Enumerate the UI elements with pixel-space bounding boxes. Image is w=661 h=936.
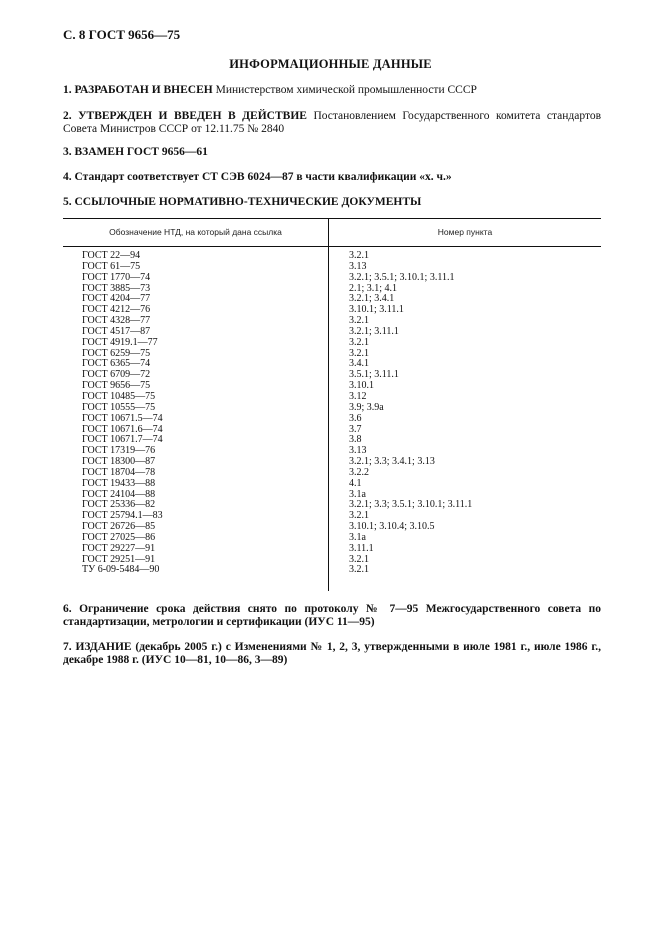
info-item-6 [63,603,601,629]
clause-numbers: 3.13 [349,445,367,457]
clause-numbers: 4.1 [349,477,362,489]
document-designation: ГОСТ 61—75 [82,260,141,272]
item-body: Министерством химической промышленности СССР [215,84,477,96]
table-header-rule [63,246,601,247]
item-lead: ССЫЛОЧНЫЕ НОРМАТИВНО-ТЕХНИЧЕСКИЕ ДОКУМЕНТЫ [74,196,422,208]
document-designation: ГОСТ 6259—75 [82,347,151,359]
clause-numbers: 2.1; 3.1; 4.1 [349,282,398,294]
item-lead: ИЗДАНИЕ [75,641,132,653]
clause-numbers: 3.6 [349,412,362,424]
document-designation: ГОСТ 17319—76 [82,445,156,457]
clause-numbers: 3.5.1; 3.11.1 [349,369,399,381]
clause-numbers: 3.2.1 [349,315,369,327]
document-designation: ГОСТ 6365—74 [82,358,151,370]
document-designation: ГОСТ 1770—74 [82,271,151,283]
clause-numbers: 3.2.1 [349,553,369,565]
info-item-4 [63,171,601,184]
table-top-rule [63,218,601,219]
item-number: 3. [63,146,72,158]
clause-numbers: 3.2.1; 3.5.1; 3.10.1; 3.11.1 [349,271,455,283]
document-designation: ГОСТ 10671.6—74 [82,423,163,435]
document-designation: ГОСТ 19433—88 [82,477,156,489]
document-designation: ГОСТ 27025—86 [82,531,156,543]
document-designation: ГОСТ 10671.5—74 [82,412,163,424]
clause-numbers: 3.7 [349,423,362,435]
table-row [63,251,601,262]
table-row [63,338,601,349]
clause-numbers: 3.9; 3.9а [349,401,384,413]
item-number: 6. [63,603,72,615]
references-table [63,218,601,591]
document-designation: ГОСТ 9656—75 [82,380,151,392]
document-designation: ГОСТ 24104—88 [82,488,156,500]
item-lead: ВЗАМЕН ГОСТ 9656—61 [74,146,208,158]
table-row [63,414,601,425]
info-item-2 [63,110,601,136]
info-item-3 [63,146,601,159]
document-designation: ГОСТ 10671.7—74 [82,434,163,446]
table-row [63,544,601,555]
item-number: 2. [63,110,72,122]
clause-numbers: 3.2.2 [349,466,369,478]
document-designation: ГОСТ 25794.1—83 [82,510,163,522]
item-body: Ограничение срока действия снято по протоколу № 7—95 Межгосударственного совета по стандартизации, метрологии и сертификации (ИУС 11—95) [63,603,602,628]
info-item-7 [63,641,601,667]
document-designation: ГОСТ 18300—87 [82,456,156,468]
item-lead: РАЗРАБОТАН И ВНЕСЕН [74,84,213,96]
clause-numbers: 3.2.1 [349,347,369,359]
clause-numbers: 3.2.1 [349,564,369,576]
clause-numbers: 3.10.1 [349,380,374,392]
clause-numbers: 3.12 [349,390,367,402]
document-designation: ГОСТ 18704—78 [82,466,156,478]
clause-numbers: 3.1а [349,531,366,543]
table-row [63,479,601,490]
item-number: 1. [63,84,72,96]
table-row [63,273,601,284]
clause-numbers: 3.2.1; 3.3; 3.4.1; 3.13 [349,456,435,468]
document-designation: ГОСТ 6709—72 [82,369,151,381]
document-designation: ГОСТ 10485—75 [82,390,156,402]
document-designation: ГОСТ 4919.1—77 [82,336,158,348]
item-body: Постановлением Государственного комитета стандартов Совета Министров СССР от 12.11.75 № 2840 [63,110,602,135]
item-lead: УТВЕРЖДЕН И ВВЕДЕН В ДЕЙСТВИЕ [78,110,307,122]
document-designation: ГОСТ 4517—87 [82,325,151,337]
document-designation: ГОСТ 29251—91 [82,553,156,565]
clause-numbers: 3.13 [349,260,367,272]
clause-numbers: 3.2.1 [349,510,369,522]
page-header: С. 8 ГОСТ 9656—75 [63,27,181,42]
table-body [63,251,601,576]
clause-numbers: 3.10.1; 3.11.1 [349,304,404,316]
item-number: 4. [63,171,72,183]
document-designation: ГОСТ 22—94 [82,250,141,261]
clause-numbers: 3.8 [349,434,362,446]
clause-numbers: 3.2.1 [349,250,369,261]
document-designation: ГОСТ 4212—76 [82,304,151,316]
document-designation: ГОСТ 4328—77 [82,315,151,327]
item-number: 5. [63,196,72,208]
clause-numbers: 3.11.1 [349,542,374,554]
item-body: (декабрь 2005 г.) с Изменениями № 1, 2, 3, утвержденными в июле 1981 г., июле 1986 г., декабре 1988 г. (ИУС 10—81, 10—86, 3—89) [63,641,602,666]
clause-numbers: 3.2.1; 3.3; 3.5.1; 3.10.1; 3.11.1 [349,499,473,511]
item-number: 7. [63,641,72,653]
clause-numbers: 3.10.1; 3.10.4; 3.10.5 [349,521,435,533]
info-item-1 [63,84,601,97]
document-designation: ГОСТ 3885—73 [82,282,151,294]
clause-numbers: 3.2.1; 3.4.1 [349,293,395,305]
document-designation: ГОСТ 10555—75 [82,401,156,413]
column-header-document: Обозначение НТД, на который дана ссылка [109,227,282,237]
document-designation: ГОСТ 29227—91 [82,542,156,554]
document-designation: ТУ 6-09-5484—90 [82,564,160,576]
clause-numbers: 3.2.1 [349,336,369,348]
clause-numbers: 3.1а [349,488,366,500]
item-body: Стандарт соответствует СТ СЭВ 6024—87 в части квалификации «х. ч.» [74,171,452,183]
document-title: ИНФОРМАЦИОННЫЕ ДАННЫЕ [229,57,432,71]
clause-numbers: 3.2.1; 3.11.1 [349,325,399,337]
document-designation: ГОСТ 26726—85 [82,521,156,533]
document-designation: ГОСТ 25336—82 [82,499,156,511]
info-item-5 [63,196,601,209]
column-header-clause: Номер пункта [437,227,493,237]
clause-numbers: 3.4.1 [349,358,369,370]
document-designation: ГОСТ 4204—77 [82,293,151,305]
table-row [63,565,601,576]
